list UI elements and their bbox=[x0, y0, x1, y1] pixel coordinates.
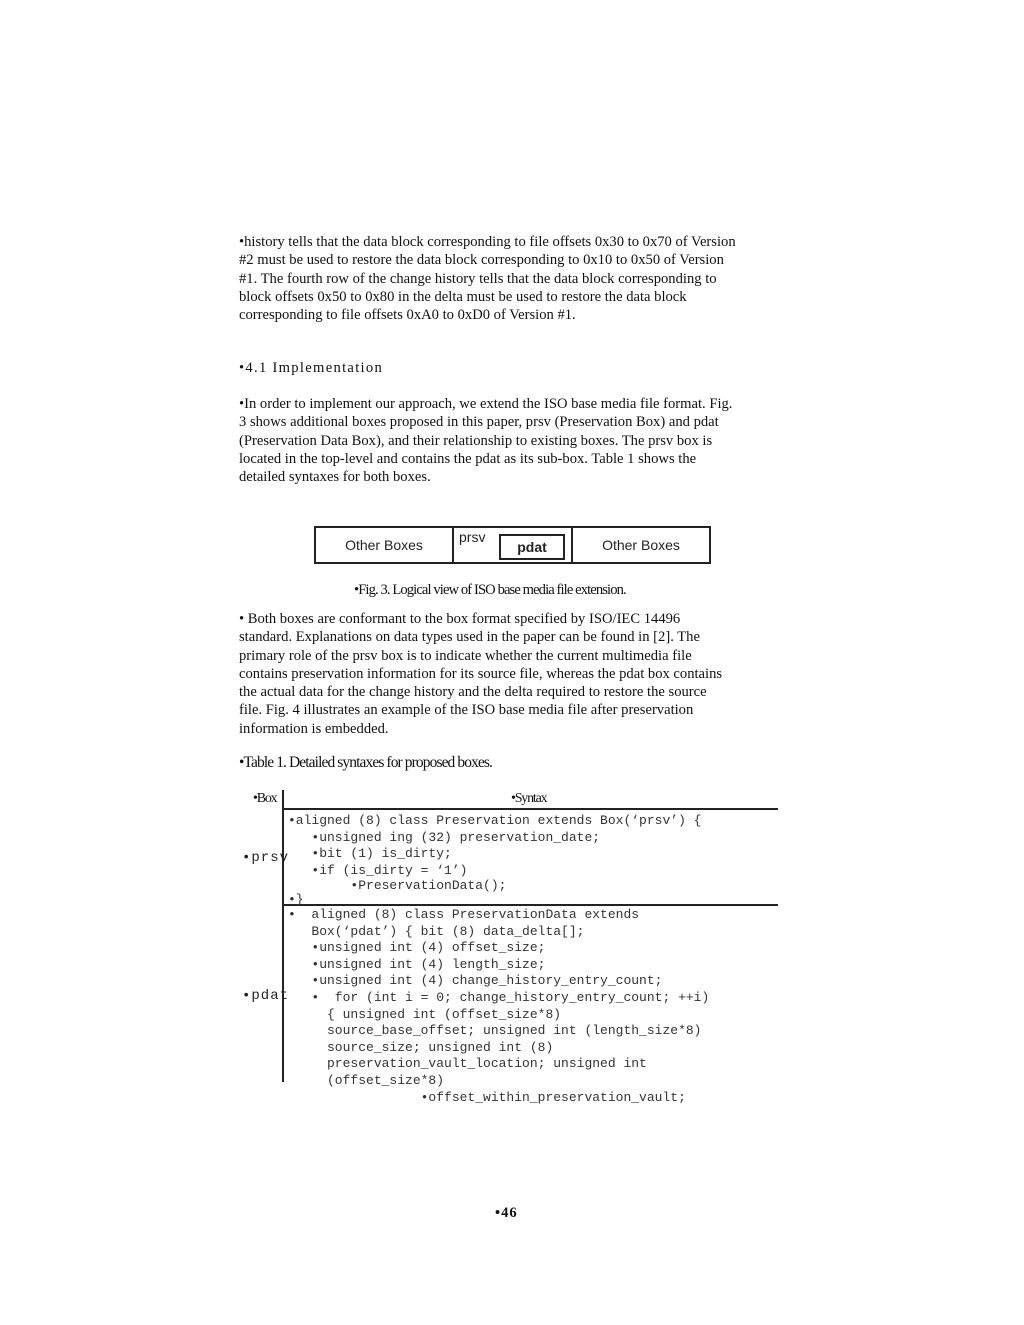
text-line: detailed syntaxes for both boxes. bbox=[239, 469, 431, 486]
code-line: •PreservationData(); bbox=[288, 878, 507, 893]
table-header-rule bbox=[282, 808, 778, 810]
text-line: information is embedded. bbox=[239, 720, 389, 737]
section-heading: •4.1 Implementation bbox=[239, 360, 384, 376]
row-label-prsv: •prsv bbox=[242, 850, 290, 866]
code-line: •unsigned int (4) offset_size; bbox=[288, 940, 546, 956]
pdat-syntax-block bbox=[288, 907, 709, 1106]
code-line: • for (int i = 0; change_history_entry_count; ++i) bbox=[288, 989, 710, 1005]
code-line: Box(‘pdat’) { bit (8) data_delta[]; bbox=[288, 923, 585, 939]
prsv-box bbox=[454, 528, 573, 562]
other-boxes-left: Other Boxes bbox=[316, 528, 454, 562]
pdat-box: pdat bbox=[499, 534, 565, 560]
text-line: corresponding to file offsets 0xA0 to 0xD0 of Version #1. bbox=[239, 307, 576, 324]
row-label-pdat: •pdat bbox=[242, 988, 290, 1004]
code-line: •aligned (8) class Preservation extends Box(‘prsv’) { bbox=[288, 813, 702, 828]
code-line: (offset_size*8) bbox=[288, 1072, 445, 1088]
code-line: •} bbox=[288, 892, 304, 907]
figure-box-layout bbox=[314, 526, 711, 564]
prsv-label: prsv bbox=[459, 529, 486, 545]
code-line: •if (is_dirty = ‘1’) bbox=[288, 862, 468, 878]
text-line: 3 shows additional boxes proposed in this paper, prsv (Preservation Box) and pdat bbox=[239, 414, 719, 431]
other-boxes-right: Other Boxes bbox=[602, 537, 680, 553]
text-line: • Both boxes are conformant to the box format specified by ISO/IEC 14496 bbox=[239, 611, 681, 627]
code-line: •bit (1) is_dirty; bbox=[288, 846, 452, 861]
text-line: #1. The fourth row of the change history tells that the data block corresponding to bbox=[239, 270, 717, 287]
prsv-syntax-block bbox=[288, 813, 701, 907]
paragraph-2 bbox=[239, 395, 785, 486]
figure-caption: •Fig. 3. Logical view of ISO base media file extension. bbox=[354, 582, 626, 598]
table-header-box: •Box bbox=[253, 791, 277, 806]
code-line: source_size; unsigned int (8) bbox=[288, 1039, 554, 1055]
code-line: •unsigned ing (32) preservation_date; bbox=[288, 829, 601, 845]
code-line: •unsigned int (4) change_history_entry_count; bbox=[288, 973, 663, 989]
code-line: source_base_offset; unsigned int (length_size*8) bbox=[288, 1023, 702, 1039]
code-line: { unsigned int (offset_size*8) bbox=[288, 1006, 562, 1022]
code-line: • aligned (8) class PreservationData extends bbox=[288, 907, 640, 922]
table-caption: •Table 1. Detailed syntaxes for proposed boxes. bbox=[239, 754, 493, 771]
text-line: (Preservation Data Box), and their relationship to existing boxes. The prsv box is bbox=[239, 432, 713, 449]
paragraph-1 bbox=[239, 233, 785, 324]
text-line: the actual data for the change history and the delta required to restore the source bbox=[239, 684, 707, 701]
text-line: located in the top-level and contains the pdat as its sub-box. Table 1 shows the bbox=[239, 450, 697, 467]
text-line: block offsets 0x50 to 0x80 in the delta must be used to restore the data block bbox=[239, 288, 687, 305]
code-line: preservation_vault_location; unsigned int bbox=[288, 1056, 647, 1072]
table-header-syntax: •Syntax bbox=[511, 791, 547, 806]
text-line: primary role of the prsv box is to indicate whether the current multimedia file bbox=[239, 647, 692, 664]
page-number: •46 bbox=[495, 1205, 518, 1221]
code-line: •unsigned int (4) length_size; bbox=[288, 956, 546, 972]
text-line: standard. Explanations on data types used in the paper can be found in [2]. The bbox=[239, 629, 700, 646]
text-line: file. Fig. 4 illustrates an example of the ISO base media file after preservation bbox=[239, 702, 694, 719]
text-line: #2 must be used to restore the data block corresponding to 0x10 to 0x50 of Version bbox=[239, 252, 724, 269]
code-line: •offset_within_preservation_vault; bbox=[288, 1089, 686, 1105]
text-line: •history tells that the data block corresponding to file offsets 0x30 to 0x70 of Version bbox=[239, 234, 736, 250]
text-line: •In order to implement our approach, we extend the ISO base media file format. Fig. bbox=[239, 396, 733, 412]
paragraph-3 bbox=[239, 610, 785, 738]
table-column-divider bbox=[282, 790, 284, 1082]
text-line: contains preservation information for its source file, whereas the pdat box contains bbox=[239, 665, 723, 682]
